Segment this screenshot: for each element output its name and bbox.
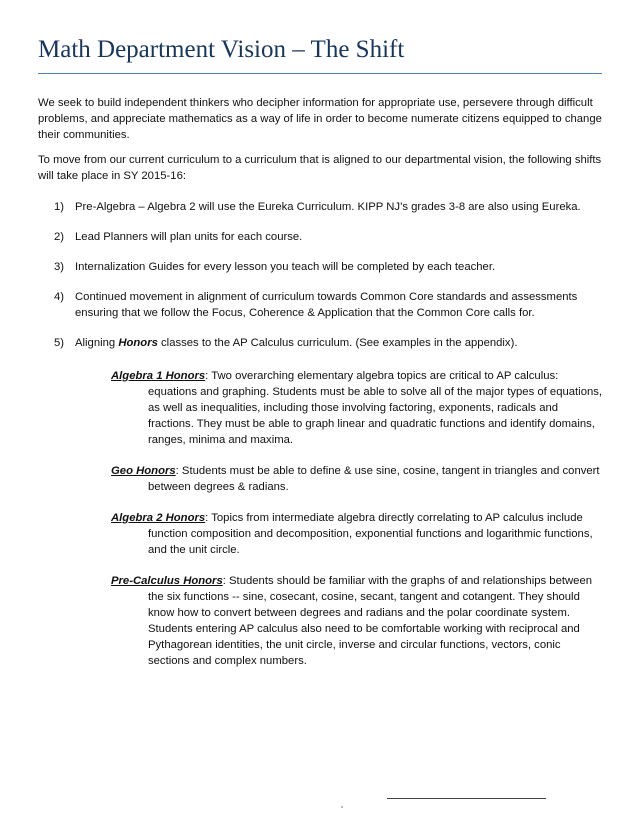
- footer-rule: [387, 798, 546, 799]
- list-item: 2) Lead Planners will plan units for each course.: [54, 231, 303, 243]
- honors-item-algebra-2: Algebra 2 Honors: Topics from intermediate algebra directly correlating to AP calculus include function composition and decomposition, exponential functions and logarithmic functions, and the unit circle.: [111, 512, 593, 556]
- honors-emphasis: Honors: [118, 337, 158, 349]
- vision-statement: We seek to build independent thinkers who decipher information for appropriate use, persevere through difficult problems, and appreciate mathematics as a way of life in order to become numerate citizens equipped to change their communities.: [38, 97, 602, 141]
- honors-item-pre-calculus: Pre-Calculus Honors: Students should be familiar with the graphs of and relationships between the six functions -- sine, cosecant, cosine, secant, tangent and cotangent. They should know how to convert between degrees and radians and the polar coordinate system. Students entering AP calculus also need to be comfortable working with reciprocal and Pythagorean identities, the unit circle, inverse and circular functions, vectors, conic sections and complex numbers.: [111, 575, 593, 667]
- honors-course-name: Pre-Calculus Honors: [111, 575, 223, 587]
- list-item: 5) Aligning Honors classes to the AP Calculus curriculum. (See examples in the appendix).: [54, 337, 518, 349]
- honors-item-geo: Geo Honors: Students must be able to define & use sine, cosine, tangent in triangles and convert between degrees & radians.: [111, 465, 600, 493]
- honors-descriptions: [111, 368, 603, 684]
- shifts-list: [38, 199, 603, 365]
- title-rule: [38, 73, 602, 74]
- list-item: 1) Pre-Algebra – Algebra 2 will use the Eureka Curriculum. KIPP NJ’s grades 3-8 are also using Eureka.: [54, 201, 581, 213]
- honors-course-name: Algebra 2 Honors: [111, 512, 206, 524]
- honors-item-algebra-1: Algebra 1 Honors: Two overarching elementary algebra topics are critical to AP calculus: equations and graphing. Students must be able to solve all of the major types of equations, as well as inequalities, including those involving factoring, exponents, radicals and fractions. They must be able to graph linear and quadratic functions and identify domains, ranges, minima and maxima.: [111, 370, 603, 446]
- honors-course-name: Geo Honors: [111, 465, 176, 477]
- page-title: Math Department Vision – The Shift: [38, 36, 405, 63]
- honors-course-name: Algebra 1 Honors: [111, 370, 206, 382]
- list-item: 3) Internalization Guides for every lesson you teach will be completed by each teacher.: [54, 261, 496, 273]
- list-item: 4) Continued movement in alignment of curriculum towards Common Core standards and assessments ensuring that we follow the Focus, Coherence & Application that the Common Core calls for.: [54, 291, 578, 319]
- footer-mark: [341, 806, 343, 808]
- intro-paragraph: To move from our current curriculum to a curriculum that is aligned to our departmental vision, the following shifts will take place in SY 2015-16:: [38, 154, 602, 182]
